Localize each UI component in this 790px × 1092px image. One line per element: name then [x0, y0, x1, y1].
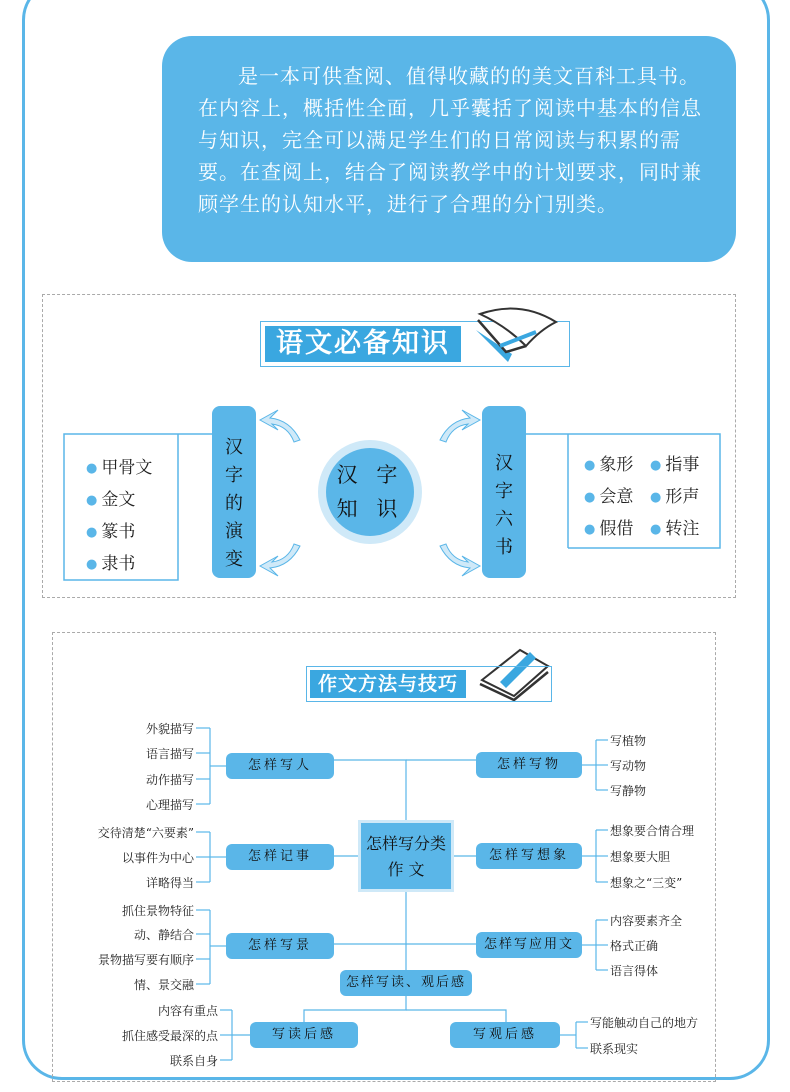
left-bar-char: 汉: [225, 437, 243, 458]
arrow-br: [440, 544, 480, 576]
left-item: ● 甲骨文: [86, 453, 152, 478]
right-item: ● 假借: [584, 514, 633, 539]
left-item: ● 金文: [86, 485, 135, 510]
leaf-thing: 写动物: [610, 759, 647, 773]
leaf-watch-review: 联系现实: [590, 1042, 639, 1056]
leaf-event: 交待清楚“六要素”: [97, 826, 194, 840]
right-bar-six-scripts: [482, 406, 526, 578]
right-item: ● 形声: [650, 482, 699, 507]
intro-text-box: 是一本可供查阅、值得收藏的的美文百科工具书。在内容上，概括性全面，几乎囊括了阅读中基本的信息与知识，完全可以满足学生们的日常阅读与积累的需要。在查阅上，结合了阅读教学中的计划要求，同时兼顾学生的认知水平，进行了合理的分门别类。: [162, 36, 736, 262]
center-line: 作 文: [387, 860, 425, 879]
leaf-read-review: 内容有重点: [157, 1004, 218, 1018]
node-person: 怎样写人: [226, 753, 334, 779]
leaf-imagine: 想象之“三变”: [610, 876, 683, 890]
leaf-scene: 情、景交融: [133, 978, 194, 992]
left-bar-char: 的: [225, 493, 243, 514]
leaf-read-review: 联系自身: [169, 1054, 218, 1068]
right-item: ● 会意: [584, 482, 633, 507]
leaf-thing: 写植物: [610, 734, 647, 748]
arrow-bl: [260, 544, 300, 576]
node-watch-review: 写观后感: [450, 1022, 560, 1048]
right-bar-char: 汉: [495, 453, 513, 474]
section2-title: 作文方法与技巧: [310, 670, 466, 698]
left-bar-char: 变: [225, 549, 243, 570]
leaf-person: 心理描写: [145, 798, 194, 812]
center-line: 知 识: [336, 497, 404, 521]
node-read-review: 写读后感: [250, 1022, 358, 1048]
left-item: ● 篆书: [86, 517, 135, 542]
leaf-practical: 内容要素齐全: [610, 914, 683, 928]
leaf-practical: 语言得体: [610, 964, 659, 978]
leaf-event: 详略得当: [145, 876, 194, 890]
leaf-person: 外貌描写: [145, 722, 194, 736]
center-circle: [326, 448, 414, 536]
right-bar-char: 字: [495, 481, 513, 502]
book-icon: [476, 309, 556, 362]
node-imagine: 怎样写想象: [476, 843, 582, 869]
leaf-person: 动作描写: [145, 773, 194, 787]
center-line: 怎样写分类: [365, 834, 446, 853]
leaf-read-review: 抓住感受最深的点: [121, 1029, 218, 1043]
leaf-scene: 景物描写要有顺序: [97, 953, 194, 967]
leaf-imagine: 想象要大胆: [610, 850, 671, 864]
leaf-scene: 动、静结合: [133, 928, 194, 942]
leaf-practical: 格式正确: [610, 939, 659, 953]
section2-title-box: [306, 666, 552, 702]
leaf-watch-review: 写能触动自己的地方: [590, 1016, 699, 1030]
right-bar-char: 六: [495, 509, 513, 530]
right-bar-char: 书: [495, 537, 513, 558]
leaf-event: 以事件为中心: [121, 851, 194, 865]
arrow-tr: [440, 410, 480, 442]
leaf-thing: 写静物: [610, 784, 647, 798]
node-scene: 怎样写景: [226, 933, 334, 959]
node-event: 怎样记事: [226, 844, 334, 870]
left-item: ● 隶书: [86, 549, 135, 574]
left-bar-evolution: [212, 406, 256, 578]
leaf-scene: 抓住景物特征: [121, 904, 194, 918]
left-bar-char: 演: [225, 521, 243, 542]
right-item: ● 转注: [650, 514, 699, 539]
leaf-imagine: 想象要合情合理: [610, 824, 695, 838]
left-bar-char: 字: [225, 465, 243, 486]
node-review: 怎样写读、观后感: [340, 970, 472, 996]
arrow-tl: [260, 410, 300, 442]
writing-center-node: [358, 820, 454, 892]
center-line: 汉 字: [336, 463, 404, 487]
right-item: ● 象形: [584, 450, 633, 475]
right-item: ● 指事: [650, 450, 699, 475]
node-thing: 怎样写物: [476, 752, 582, 778]
section1-title: 语文必备知识: [265, 326, 461, 362]
node-practical: 怎样写应用文: [476, 932, 582, 958]
leaf-person: 语言描写: [145, 747, 194, 761]
